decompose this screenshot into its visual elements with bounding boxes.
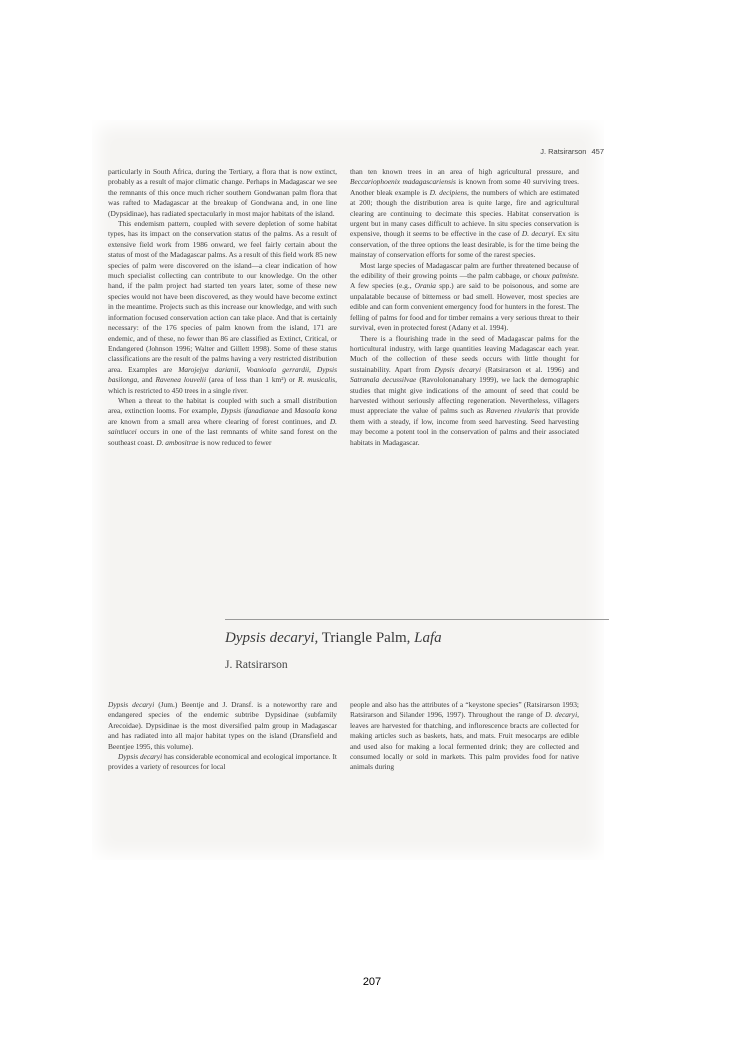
text-run: This endemism pattern, coupled with severe depletion of some habitat types, has its impact on the conservation status of the palms. As a result of extensive field work from 1986 onward, we feel fairly certain about the status of most of the Madagascar palms. As a result of this field work 85 new species of palm were discovered on the island—a clear indication of how much specialist collecting can contribute to our knowledge. On the other hand, if the palm project had started ten years later, some of these new species would not have been discovered, as they would have become extinct in the meantime. Projects such as this increase our knowledge, and with such information focused conservation action can take place. And that is certainly necessary: of the 176 species of palm known from the island, 171 are endemic, and of these, no fewer than 86 are classified as Extinct, Critical, or Endangered (Johnson 1996; Walter and Gillett 1998). Some of these status classifications are the result of the palms having a very restricted distribution area. Examples are [108,219,337,374]
text-run: spp.) are said to be poisonous, and some are unpalatable because of bitterness or bad smell. However, most species are edible and can form convenient emergency food for hunters in the forest. The felling of palms for food and for timber remains a very serious threat to their survival, even in protected forest (Adany et al. 1994). [350,281,579,333]
species-name: R. musicalis, [297,375,337,385]
title-common-name: Triangle Palm, [321,630,411,646]
column-4 [350,700,579,773]
paragraph [108,219,337,396]
article-author: J. Ratsirarson [225,659,288,671]
text-run: When a threat to the habitat is coupled with such a small distribution area, extinction looms. For example, [108,395,337,416]
species-name: Dypsis decaryi [118,752,163,762]
species-name: Marojejya darianii, Voanioala gerrardii, Dypsis basilonga, [108,364,337,385]
species-name: D. saintlucei [108,416,337,437]
text-run: than ten known trees in an area of high agricultural pressure, and [350,167,579,176]
running-head-page: 457 [591,147,604,156]
text-run: and [141,375,153,385]
text-run: and [281,406,292,416]
text-run: is now reduced to fewer [200,437,272,447]
column-3 [108,700,337,773]
text-run: Ex situ conservation, of the three options the least desirable, is for the time being the mainstay of conservation efforts for some of the rarest species. [350,229,579,260]
species-name: Orania [414,281,436,291]
article-title [225,630,442,647]
species-name: Masoala kona [294,406,337,416]
text-run: people and also has the attributes of a “keystone species” (Ratsirarson 1993; Ratsirarson and Silander 1996, 1997). Throughout the range of [350,700,579,720]
species-name: choux palmiste. [532,271,579,281]
column-2 [350,167,579,448]
text-run: (area of less than 1 km²) or [208,375,296,385]
column-1 [108,167,337,448]
paragraph [108,752,337,773]
species-name: Dypsis decaryi [434,364,482,374]
paragraph [350,167,579,261]
species-name: Satranala decussilvae [350,375,417,385]
text-run: has considerable economical and ecological importance. It provides a variety of resources for local [108,752,337,772]
page-number: 207 [362,976,382,988]
text-run: is known from some 40 surviving trees. Another bleak example is [350,177,579,197]
text-run: There is a flourishing trade in the seed of Madagascar palms for the horticultural industry, with large quantities leaving Madagascar each year. Much of the collection of these seeds occurs with little thought for sustainability. Apart from [350,333,579,374]
title-local-name: Lafa [414,630,442,646]
section-divider [225,619,609,620]
paragraph [108,396,337,448]
species-name: Ravenea louvelii [155,375,207,385]
paragraph: particularly in South Africa, during the Tertiary, a flora that is now extinct, probably as a result of major climatic change. Perhaps in Madagascar we see the remnants of this once much richer southern Gondwanan palm flora that was rafted to Madagascar at the breakup of Gondwana and, in one line (Dypsidinae), has radiated spectacularly in most major habitats of the island. [108,167,337,218]
species-name: D. ambositrae [156,437,199,447]
paragraph [350,700,579,773]
text-run: (Ravololonanahary 1999), we lack the demographic studies that might give indications of the amount of seed that could be harvested without seriously affecting regeneration. Nevertheless, villagers must appreciate the value of palms such as [350,375,579,416]
species-name: D. decipiens, [429,187,469,197]
paragraph [108,700,337,752]
species-name: D. decaryi. [521,229,556,239]
paragraph [350,334,579,448]
text-run: the numbers of which are estimated at 200; though the distribution area is quite large, fire and agricultural clearing are continuing to decimate this species. Habitat conservation is urgent but in many cases difficult to achieve. In situ species conservation is expensive, though it seems to be effective in the case of [350,187,580,239]
paragraph [350,261,579,334]
running-head [540,147,604,156]
text-run: that provide them with a steady, if low, income from seed harvesting. Seed harvesting may become a potent tool in the conservation of palms and their associated habitats in Madagascar. [350,406,580,447]
text-run: leaves are harvested for thatching, and inflorescence bracts are collected for making articles such as baskets, hats, and mats. Fruit mesocarps are edible and used also for making a local fermented drink; they are collected and consumed locally or sold in markets. This palm provides food for native animals during [350,720,579,772]
text-run: occurs in one of the last remnants of white sand forest on the southeast coast. [108,427,337,447]
species-name: D. decaryi, [545,710,579,720]
species-name: Dypsis ifanadianae [220,406,279,416]
species-name: Dypsis decaryi [108,700,155,709]
title-species: Dypsis decaryi, [225,630,319,646]
running-head-author: J. Ratsirarson [540,147,587,156]
text-run: (Ratsirarson et al. 1996) and [485,364,579,374]
species-name: Beccariophoenix madagascariensis [350,177,456,187]
text-run: A few species (e.g., [350,281,412,291]
text-run: are known from a small area where clearing of forest continues, and [108,416,327,426]
species-name: Ravenea rivularis [485,406,540,416]
text-run: Most large species of Madagascar palm are further threatened because of the edibility of their growing points —the palm cabbage, or [350,260,579,281]
text-run: which is restricted to 450 trees in a single river. [108,385,248,395]
text-run: (Jum.) Beentje and J. Dransf. is a noteworthy rare and endangered species of the endemic subtribe Dypsidinae (subfamily Arecoidae). Dypsidinae is the most diversified palm group in Madagascar and has radiated into all major habitat types on the island (Dransfield and Beentjee 1995, this volume). [108,700,337,751]
